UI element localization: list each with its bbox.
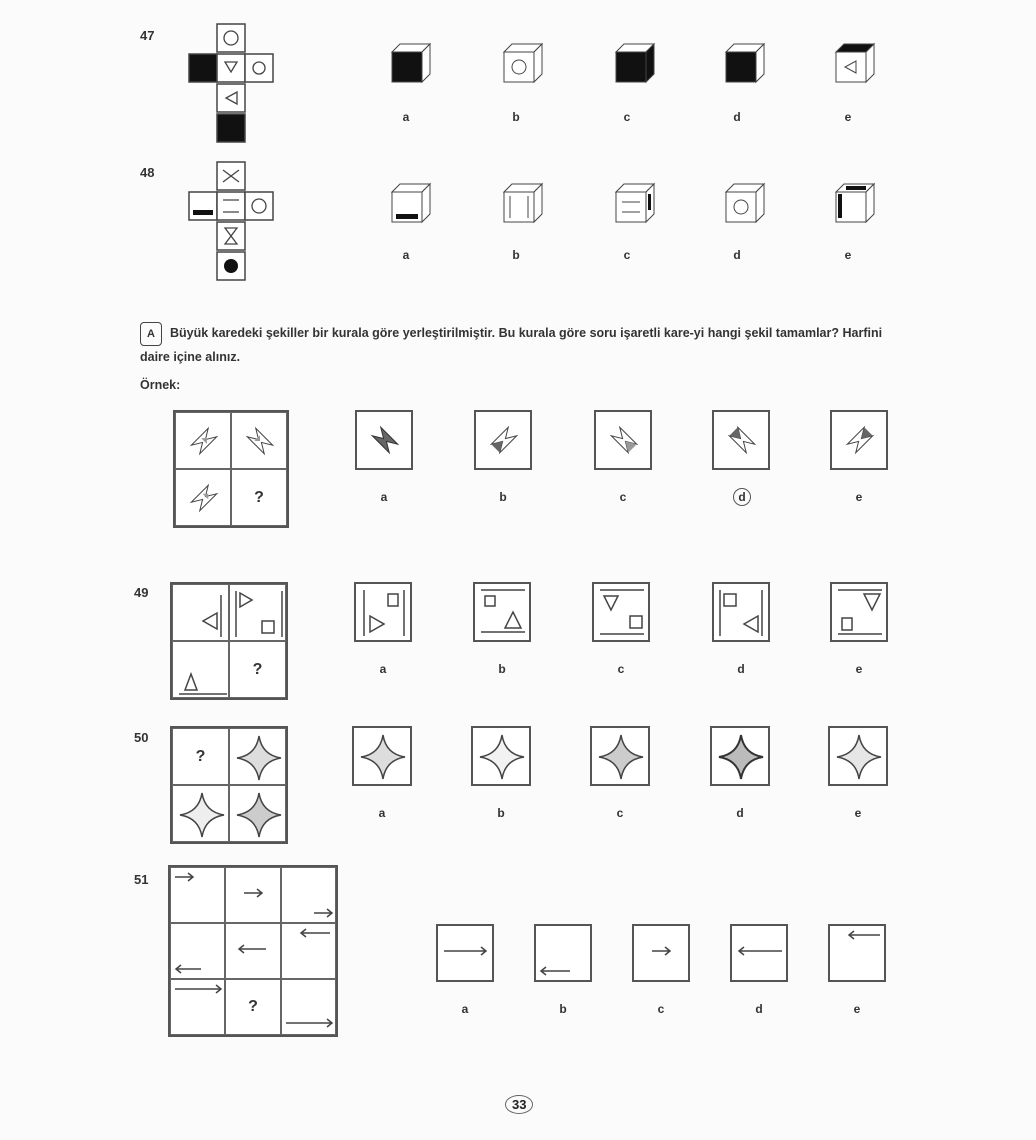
star-icon	[177, 790, 227, 840]
instruction-tag: A	[140, 322, 162, 346]
q49-label-d: d	[737, 662, 745, 676]
example-cell-3	[175, 469, 231, 526]
arrow-right-icon	[312, 906, 336, 920]
question-mark: ?	[248, 998, 258, 1015]
q51-option-c[interactable]	[632, 924, 690, 982]
q49-option-d[interactable]	[712, 582, 770, 642]
arrow-left-icon	[846, 928, 882, 942]
hourglass-icon	[186, 423, 222, 459]
hourglass-icon	[486, 422, 522, 458]
bracket-shape-icon	[716, 586, 768, 640]
q50-label-d: d	[736, 806, 744, 820]
question-51-number: 51	[134, 872, 149, 887]
cube-net-48	[185, 160, 285, 285]
q51-cell-8	[225, 979, 280, 1035]
cube-net-47	[185, 22, 285, 147]
example-grid	[173, 410, 289, 528]
q50-cell-2	[229, 728, 286, 785]
triangle-base-icon	[175, 644, 229, 698]
arrow-left-icon	[236, 942, 268, 956]
example-option-d[interactable]	[712, 410, 770, 470]
bracket-shape-icon	[834, 586, 886, 640]
example-label-c: c	[619, 490, 627, 504]
q48-option-d-cube[interactable]	[722, 180, 770, 228]
arrow-right-icon	[173, 870, 197, 884]
arrow-right-icon	[284, 1016, 336, 1030]
q51-cell-4	[170, 923, 225, 979]
arrow-left-icon	[298, 926, 332, 940]
q51-label-c: c	[657, 1002, 665, 1016]
q48-label-d: d	[733, 248, 741, 262]
q47-option-a-cube[interactable]	[388, 40, 436, 88]
q50-option-a[interactable]	[352, 726, 412, 786]
star-icon	[834, 732, 884, 782]
q49-cell-3	[172, 641, 229, 698]
q51-option-a[interactable]	[436, 924, 494, 982]
triangle-line-icon	[177, 589, 227, 639]
arrow-left-icon	[538, 964, 572, 978]
q51-cell-2	[225, 867, 280, 923]
q51-label-a: a	[461, 1002, 469, 1016]
arrow-right-icon	[173, 982, 225, 996]
example-cell-1	[175, 412, 231, 469]
example-label-a: a	[380, 490, 388, 504]
q50-label-a: a	[378, 806, 386, 820]
q49-option-e[interactable]	[830, 582, 888, 642]
q51-option-b[interactable]	[534, 924, 592, 982]
q49-label-a: a	[379, 662, 387, 676]
example-option-a[interactable]	[355, 410, 413, 470]
q50-option-d[interactable]	[710, 726, 770, 786]
bracket-shape-icon	[596, 586, 648, 640]
hourglass-icon	[842, 422, 878, 458]
bracket-shape-icon	[477, 586, 529, 640]
q51-option-e[interactable]	[828, 924, 886, 982]
arrow-left-icon	[173, 962, 203, 976]
q47-label-b: b	[512, 110, 520, 124]
star-icon	[234, 733, 284, 783]
q51-cell-9	[281, 979, 336, 1035]
arrow-right-icon	[242, 886, 266, 900]
question-47-number: 47	[140, 28, 155, 43]
q50-option-e[interactable]	[828, 726, 888, 786]
star-icon	[716, 732, 766, 782]
example-option-e[interactable]	[830, 410, 888, 470]
q50-label-e: e	[854, 806, 862, 820]
q48-option-a-cube[interactable]	[388, 180, 436, 228]
q48-option-b-cube[interactable]	[500, 180, 548, 228]
q48-label-b: b	[512, 248, 520, 262]
q49-option-c[interactable]	[592, 582, 650, 642]
q47-option-d-cube[interactable]	[722, 40, 770, 88]
bracket-shape-icon	[358, 586, 410, 640]
example-option-c[interactable]	[594, 410, 652, 470]
hourglass-icon	[606, 422, 642, 458]
instruction-body: Büyük karedeki şekiller bir kurala göre yerleştirilmiştir. Bu kurala göre soru işaretli kare-yi hangi şekil tamamlar? Harfini daire içine alınız.	[140, 326, 883, 364]
q51-option-d[interactable]	[730, 924, 788, 982]
q48-label-a: a	[402, 248, 410, 262]
q49-label-e: e	[855, 662, 863, 676]
q50-grid	[170, 726, 288, 844]
q48-label-c: c	[623, 248, 631, 262]
q51-label-e: e	[853, 1002, 861, 1016]
q48-label-e: e	[844, 248, 852, 262]
example-cell-4	[231, 469, 287, 526]
q47-option-e-cube[interactable]	[832, 40, 880, 88]
q50-cell-1	[172, 728, 229, 785]
q50-cell-3	[172, 785, 229, 842]
q47-label-e: e	[844, 110, 852, 124]
q51-cell-3	[281, 867, 336, 923]
q51-cell-7	[170, 979, 225, 1035]
q48-option-c-cube[interactable]	[612, 180, 660, 228]
hourglass-icon	[242, 423, 278, 459]
star-icon	[596, 732, 646, 782]
q49-grid	[170, 582, 288, 700]
q47-label-c: c	[623, 110, 631, 124]
q47-option-c-cube[interactable]	[612, 40, 660, 88]
q49-cell-1	[172, 584, 229, 641]
example-label: Örnek:	[140, 378, 181, 392]
q49-label-b: b	[498, 662, 506, 676]
arrow-right-icon	[650, 944, 674, 958]
hourglass-icon	[724, 422, 760, 458]
q47-option-b-cube[interactable]	[500, 40, 548, 88]
q51-cell-6	[281, 923, 336, 979]
q51-label-d: d	[755, 1002, 763, 1016]
example-label-e: e	[855, 490, 863, 504]
q50-option-c[interactable]	[590, 726, 650, 786]
q49-option-b[interactable]	[473, 582, 531, 642]
example-answer-circled: d	[733, 488, 751, 506]
q50-cell-4	[229, 785, 286, 842]
arrow-left-icon	[736, 944, 784, 958]
question-48-number: 48	[140, 165, 155, 180]
q51-cell-5	[225, 923, 280, 979]
question-mark: ?	[254, 488, 264, 506]
q47-label-a: a	[402, 110, 410, 124]
q49-cell-4	[229, 641, 286, 698]
question-50-number: 50	[134, 730, 149, 745]
page-number: 33	[505, 1095, 533, 1114]
hourglass-icon	[186, 480, 222, 516]
example-option-b[interactable]	[474, 410, 532, 470]
instruction-text	[140, 322, 900, 368]
q50-label-c: c	[616, 806, 624, 820]
example-cell-2	[231, 412, 287, 469]
q47-label-d: d	[733, 110, 741, 124]
example-label-b: b	[499, 490, 507, 504]
star-icon	[358, 732, 408, 782]
q50-label-b: b	[497, 806, 505, 820]
arrow-right-icon	[442, 944, 490, 958]
hourglass-icon	[367, 422, 403, 458]
q51-grid	[168, 865, 338, 1037]
star-icon	[234, 790, 284, 840]
q49-label-c: c	[617, 662, 625, 676]
q51-label-b: b	[559, 1002, 567, 1016]
flag-square-icon	[232, 587, 286, 641]
q48-option-e-cube[interactable]	[832, 180, 880, 228]
question-mark: ?	[252, 660, 263, 678]
question-49-number: 49	[134, 585, 149, 600]
star-icon	[477, 732, 527, 782]
q51-cell-1	[170, 867, 225, 923]
q50-option-b[interactable]	[471, 726, 531, 786]
q49-option-a[interactable]	[354, 582, 412, 642]
q49-cell-2	[229, 584, 286, 641]
question-mark: ?	[195, 747, 206, 765]
